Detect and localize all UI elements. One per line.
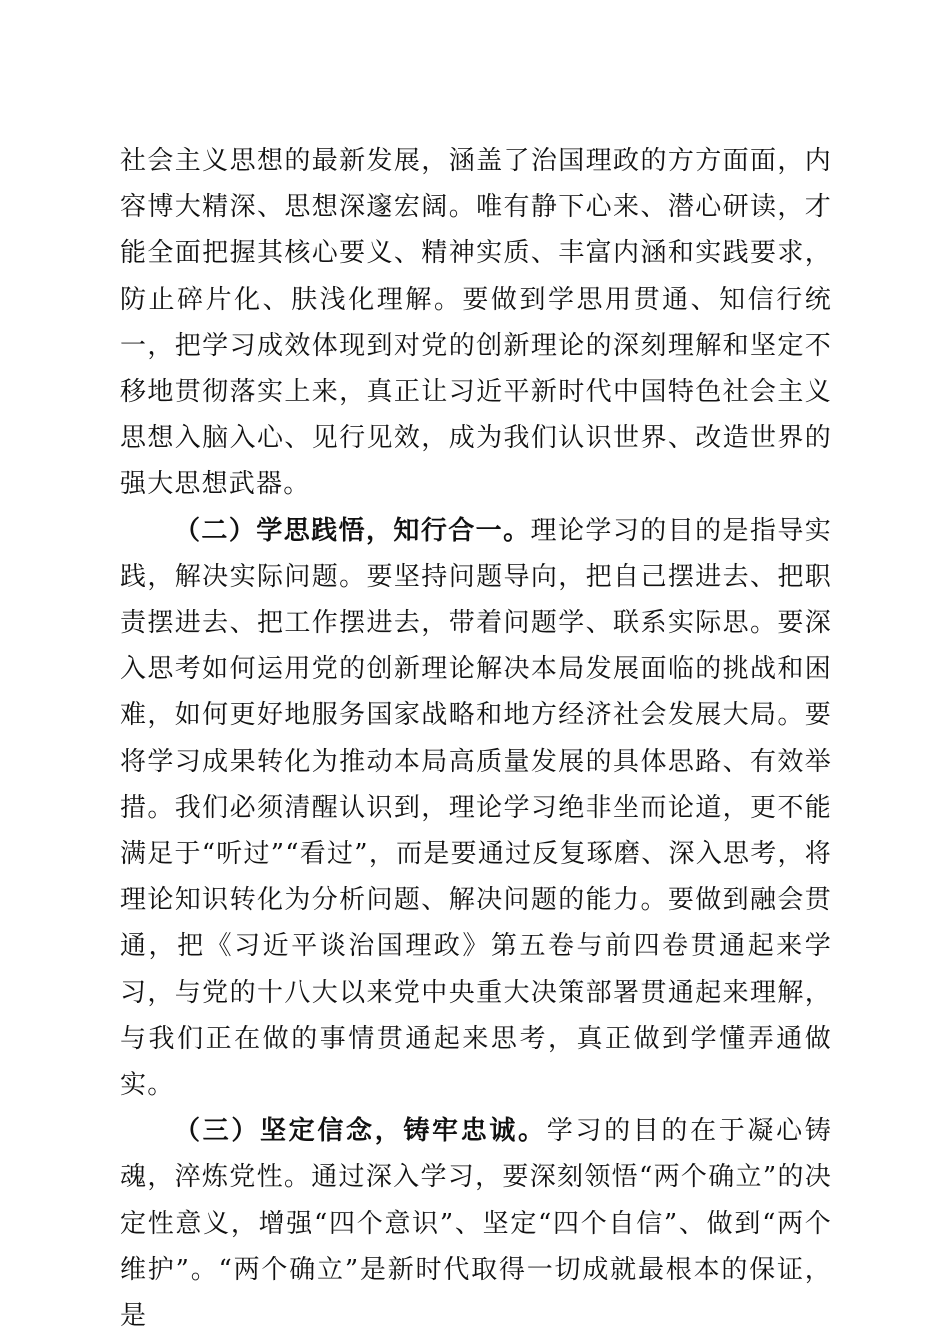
paragraph-2	[120, 508, 832, 1109]
paragraph-1	[120, 138, 832, 508]
paragraph-2-heading: （二）学思践悟，知行合一。	[174, 515, 531, 546]
paragraph-1-text: 社会主义思想的最新发展，涵盖了治国理政的方方面面，内容博大精深、思想深邃宏阔。唯有静下心来、潜心研读，才能全面把握其核心要义、精神实质、丰富内涵和实践要求，防止碎片化、肤浅化理解。要做到学思用贯通、知信行统一，把学习成效体现到对党的创新理论的深刻理解和坚定不移地贯彻落实上来，真正让习近平新时代中国特色社会主义思想入脑入心、见行见效，成为我们认识世界、改造世界的强大思想武器。	[120, 146, 832, 500]
paragraph-3-text: 学习的目的在于凝心铸魂，淬炼党性。通过深入学习，要深刻领悟“两个确立”的决定性意义，增强“四个意识”、坚定“四个自信”、做到“两个维护”。“两个确立”是新时代取得一切成就最根本的保证，是	[120, 1116, 832, 1332]
paragraph-2-text: 理论学习的目的是指导实践，解决实际问题。要坚持问题导向，把自己摆进去、把职责摆进去、把工作摆进去，带着问题学、联系实际思。要深入思考如何运用党的创新理论解决本局发展面临的挑战和困难，如何更好地服务国家战略和地方经济社会发展大局。要将学习成果转化为推动本局高质量发展的具体思路、有效举措。我们必须清醒认识到，理论学习绝非坐而论道，更不能满足于“听过”“看过”，而是要通过反复琢磨、深入思考，将理论知识转化为分析问题、解决问题的能力。要做到融会贯通，把《习近平谈治国理政》第五卷与前四卷贯通起来学习，与党的十八大以来党中央重大决策部署贯通起来理解，与我们正在做的事情贯通起来思考，真正做到学懂弄通做实。	[120, 515, 833, 1101]
paragraph-3-heading: （三）坚定信念，铸牢忠诚。	[174, 1116, 547, 1147]
paragraph-3	[120, 1108, 832, 1339]
document-body	[120, 138, 832, 1339]
